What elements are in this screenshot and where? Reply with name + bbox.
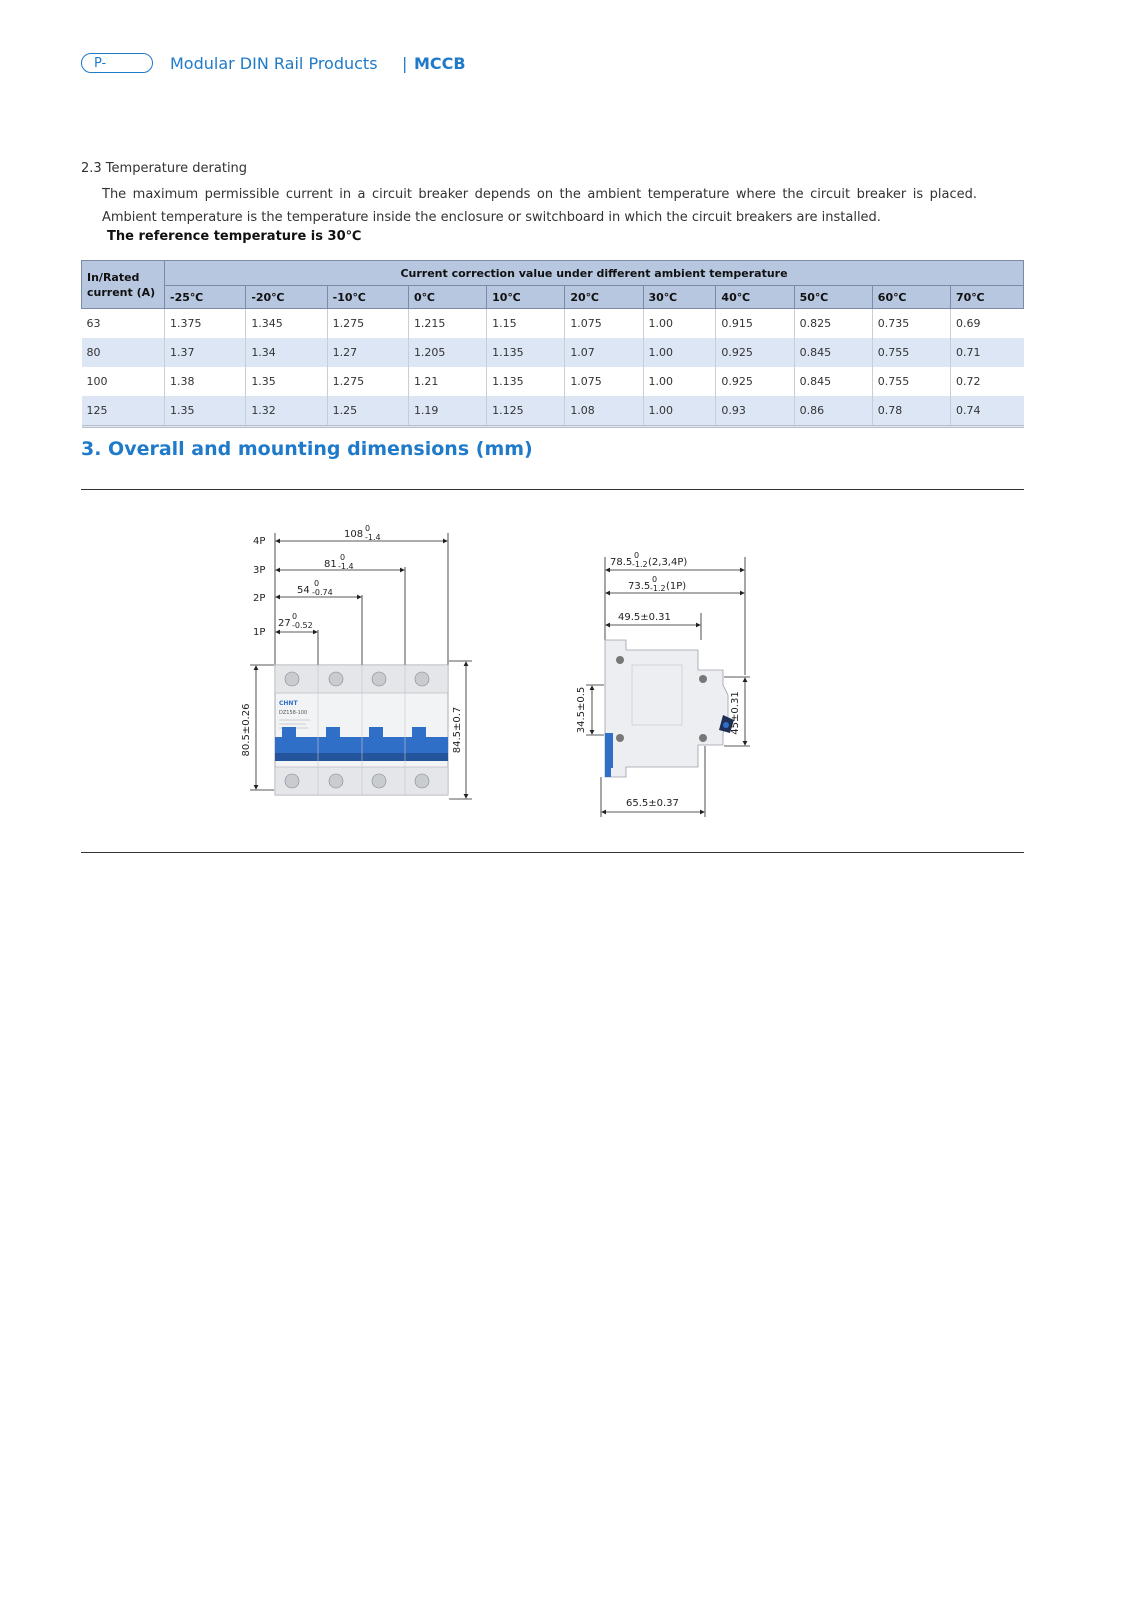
dim-2p-base: 54 bbox=[297, 585, 310, 596]
dim-3p-sup: 0 bbox=[340, 553, 346, 562]
table-row bbox=[82, 338, 1024, 367]
correction-value-cell: 1.00 bbox=[643, 396, 716, 427]
column-header-row bbox=[82, 286, 1024, 309]
model-text: DZ158-100 bbox=[279, 710, 308, 716]
correction-value-cell: 1.125 bbox=[487, 396, 565, 427]
correction-value-cell: 0.735 bbox=[872, 309, 950, 339]
correction-value-cell: 0.915 bbox=[716, 309, 794, 339]
correction-value-cell: 0.69 bbox=[950, 309, 1023, 339]
correction-value-cell: 1.27 bbox=[327, 338, 408, 367]
dim-mid-label: 49.5±0.31 bbox=[618, 612, 671, 623]
correction-value-cell: 1.135 bbox=[487, 367, 565, 396]
dim-second-note: (1P) bbox=[666, 581, 687, 592]
table-row bbox=[82, 309, 1024, 339]
dim-2p-sub: -0.74 bbox=[312, 588, 333, 597]
row-header bbox=[82, 261, 165, 309]
correction-value-cell: 1.32 bbox=[246, 396, 327, 427]
correction-value-cell: 1.37 bbox=[165, 338, 246, 367]
correction-value-cell: 1.19 bbox=[408, 396, 486, 427]
column-header: 10℃ bbox=[487, 286, 565, 309]
dim-top-sub: -1.2 bbox=[632, 560, 648, 569]
correction-value-cell: 1.275 bbox=[327, 367, 408, 396]
correction-value-cell: 0.845 bbox=[794, 338, 872, 367]
correction-value-cell: 0.755 bbox=[872, 338, 950, 367]
group-header: Current correction value under different ambient temperature bbox=[165, 261, 1024, 286]
rated-current-cell: 125 bbox=[82, 396, 165, 427]
correction-value-cell: 1.21 bbox=[408, 367, 486, 396]
correction-value-cell: 1.345 bbox=[246, 309, 327, 339]
pole-label-2p: 2P bbox=[253, 593, 266, 604]
correction-value-cell: 0.72 bbox=[950, 367, 1023, 396]
correction-value-cell: 0.78 bbox=[872, 396, 950, 427]
table-row bbox=[82, 396, 1024, 427]
derating-table bbox=[81, 260, 1024, 428]
correction-value-cell: 0.825 bbox=[794, 309, 872, 339]
column-header: 0℃ bbox=[408, 286, 486, 309]
dim-bottom-label: 65.5±0.37 bbox=[626, 798, 679, 809]
dim-second-sub: -1.2 bbox=[650, 584, 666, 593]
section-3-heading: 3. Overall and mounting dimensions (mm) bbox=[81, 438, 533, 460]
correction-value-cell: 1.215 bbox=[408, 309, 486, 339]
dim-top-base: 78.5 bbox=[610, 557, 633, 568]
row-header-line2: current (A) bbox=[87, 285, 156, 299]
page-tag: P- bbox=[81, 53, 153, 73]
correction-value-cell: 1.205 bbox=[408, 338, 486, 367]
height-right-label: 84.5±0.7 bbox=[452, 706, 463, 754]
correction-value-cell: 1.375 bbox=[165, 309, 246, 339]
correction-value-cell: 1.35 bbox=[246, 367, 327, 396]
rated-current-cell: 63 bbox=[86, 317, 101, 330]
column-header: -25℃ bbox=[165, 286, 246, 309]
pole-label-3p: 3P bbox=[253, 565, 266, 576]
column-header: 30℃ bbox=[643, 286, 716, 309]
correction-value-cell: 0.93 bbox=[716, 396, 794, 427]
correction-value-cell: 0.925 bbox=[716, 367, 794, 396]
divider-bottom bbox=[81, 852, 1024, 853]
dim-second-sup: 0 bbox=[652, 575, 658, 584]
correction-value-cell: 1.34 bbox=[246, 338, 327, 367]
dim-1p-base: 27 bbox=[278, 618, 291, 629]
dim-left-label: 34.5±0.5 bbox=[576, 686, 587, 734]
dim-top-note: (2,3,4P) bbox=[648, 557, 688, 568]
header-subtitle: MCCB bbox=[414, 54, 466, 73]
dim-4p-sup: 0 bbox=[365, 524, 371, 533]
header-separator: | bbox=[402, 54, 408, 73]
correction-value-cell: 1.00 bbox=[643, 309, 716, 339]
correction-value-cell: 1.07 bbox=[565, 338, 643, 367]
correction-value-cell: 1.38 bbox=[165, 367, 246, 396]
page-header bbox=[81, 53, 501, 77]
dim-1p-sub: -0.52 bbox=[292, 621, 313, 630]
dim-second-base: 73.5 bbox=[628, 581, 651, 592]
correction-value-cell: 0.71 bbox=[950, 338, 1023, 367]
section-paragraph: The maximum permissible current in a circuit breaker depends on the ambient temperature where the circuit breaker is placed. Ambient temperature is the temperature inside the enclosure or switchboard in which the circuit breakers are installed. bbox=[102, 187, 977, 225]
header-title: Modular DIN Rail Products bbox=[170, 54, 378, 73]
dim-3p-base: 81 bbox=[324, 559, 337, 570]
column-header: -20℃ bbox=[246, 286, 327, 309]
dim-top-sup: 0 bbox=[634, 551, 640, 560]
rated-current-cell: 100 bbox=[86, 375, 108, 388]
rated-current-cell: 80 bbox=[82, 338, 165, 367]
height-left-label: 80.5±0.26 bbox=[241, 703, 252, 757]
correction-value-cell: 1.00 bbox=[643, 367, 716, 396]
row-header-line1: In/Rated bbox=[87, 270, 140, 284]
dim-4p-base: 108 bbox=[344, 529, 364, 540]
dim-3p-sub: -1.4 bbox=[338, 562, 354, 571]
correction-value-cell: 1.075 bbox=[565, 367, 643, 396]
correction-value-cell: 1.35 bbox=[165, 396, 246, 427]
column-header: 40℃ bbox=[716, 286, 794, 309]
dim-4p-sub: -1.4 bbox=[365, 533, 381, 542]
correction-value-cell: 0.925 bbox=[716, 338, 794, 367]
correction-value-cell: 0.74 bbox=[950, 396, 1023, 427]
table-row bbox=[82, 367, 1024, 396]
column-header: 60℃ bbox=[872, 286, 950, 309]
column-header: 50℃ bbox=[794, 286, 872, 309]
front-view-drawing bbox=[240, 515, 490, 805]
table-body bbox=[82, 309, 1024, 427]
brand-logo: CHNT bbox=[279, 700, 298, 707]
correction-value-cell: 1.15 bbox=[487, 309, 565, 339]
column-header: -10℃ bbox=[327, 286, 408, 309]
column-header: 20℃ bbox=[565, 286, 643, 309]
correction-value-cell: 1.135 bbox=[487, 338, 565, 367]
pole-label-4p: 4P bbox=[253, 536, 266, 547]
correction-value-cell: 0.755 bbox=[872, 367, 950, 396]
pole-label-1p: 1P bbox=[253, 627, 266, 638]
correction-value-cell: 1.00 bbox=[643, 338, 716, 367]
correction-value-cell: 0.845 bbox=[794, 367, 872, 396]
correction-value-cell: 1.25 bbox=[327, 396, 408, 427]
section-heading: 2.3 Temperature derating bbox=[81, 161, 248, 176]
reference-temperature: The reference temperature is 30℃ bbox=[107, 229, 362, 244]
divider-top bbox=[81, 489, 1024, 490]
dim-2p-sup: 0 bbox=[314, 579, 320, 588]
dim-right-label: 45±0.31 bbox=[730, 691, 741, 735]
correction-value-cell: 1.275 bbox=[327, 309, 408, 339]
correction-value-cell: 0.86 bbox=[794, 396, 872, 427]
column-header: 70℃ bbox=[950, 286, 1023, 309]
correction-value-cell: 1.08 bbox=[565, 396, 643, 427]
dim-1p-sup: 0 bbox=[292, 612, 298, 621]
handle-band bbox=[275, 737, 448, 753]
side-view-drawing bbox=[576, 551, 778, 825]
correction-value-cell: 1.075 bbox=[565, 309, 643, 339]
